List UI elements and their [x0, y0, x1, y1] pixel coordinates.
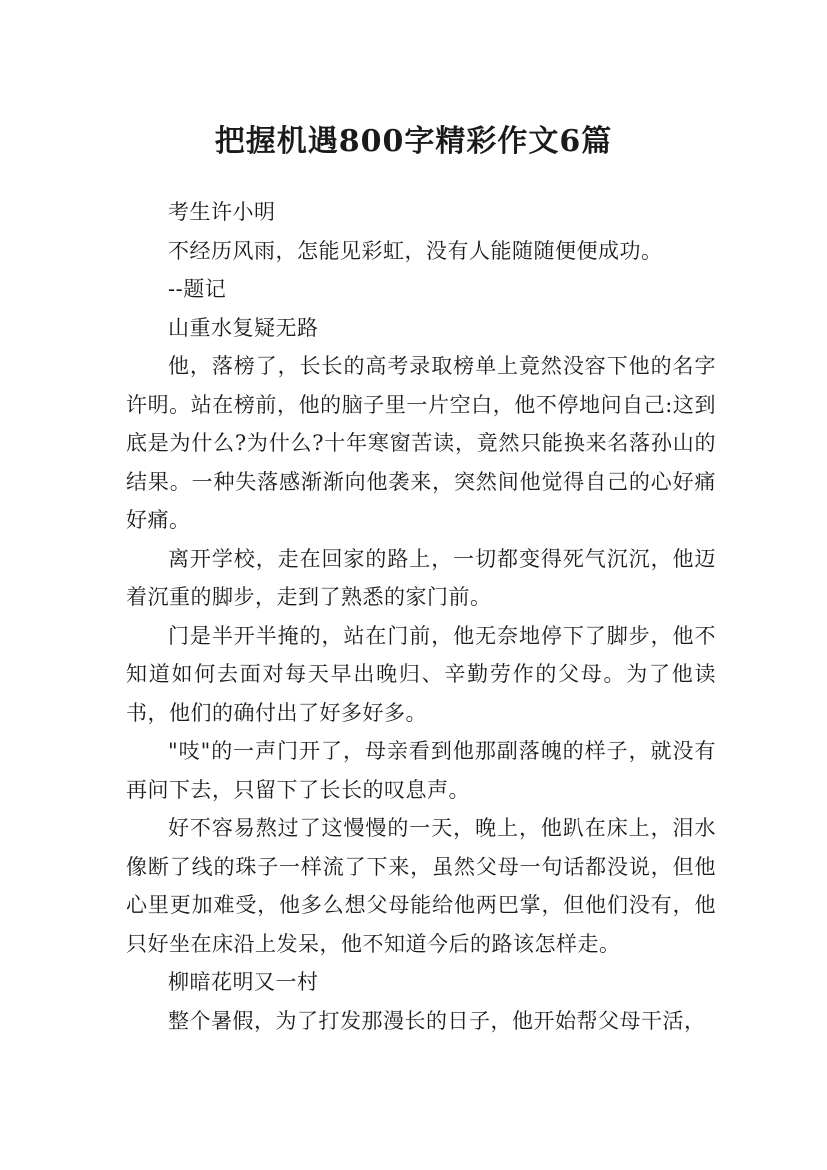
body-paragraph: 好不容易熬过了这慢慢的一天，晚上，他趴在床上，泪水像断了线的珠子一样流了下来，虽然父母一句话都没说，但他心里更加难受，他多么想父母能给他两巴掌，但他们没有，他只好坐在床沿上发呆，他不知道今后的路该怎样走。	[126, 816, 716, 956]
body-paragraph: "吱"的一声门开了，母亲看到他那副落魄的样子，就没有再问下去，只留下了长长的叹息声。	[126, 739, 716, 802]
body-paragraph: 离开学校，走在回家的路上，一切都变得死气沉沉，他迈着沉重的脚步，走到了熟悉的家门前。	[126, 546, 716, 609]
epigraph-attribution: --题记	[168, 277, 227, 301]
body-paragraph: 整个暑假，为了打发那漫长的日子，他开始帮父母干活，	[168, 1008, 706, 1033]
epigraph: 不经历风雨，怎能见彩虹，没有人能随随便便成功。	[168, 238, 663, 263]
section-heading: 柳暗花明又一村	[168, 970, 319, 994]
author-line: 考生许小明	[168, 200, 276, 224]
body-paragraph: 门是半开半掩的，站在门前，他无奈地停下了脚步，他不知道如何去面对每天早出晚归、辛勤劳作的父母。为了他读书，他们的确付出了好多好多。	[126, 623, 716, 725]
body-paragraph: 他，落榜了，长长的高考录取榜单上竟然没容下他的名字许明。站在榜前，他的脑子里一片空白，他不停地问自己:这到底是为什么?为什么?十年寒窗苦读，竟然只能换来名落孙山的结果。一种失落感渐渐向他袭来，突然间他觉得自己的心好痛好痛。	[126, 354, 716, 532]
document-body	[126, 193, 716, 1040]
document-title: 把握机遇800字精彩作文6篇	[214, 124, 613, 160]
section-heading: 山重水复疑无路	[168, 315, 319, 340]
